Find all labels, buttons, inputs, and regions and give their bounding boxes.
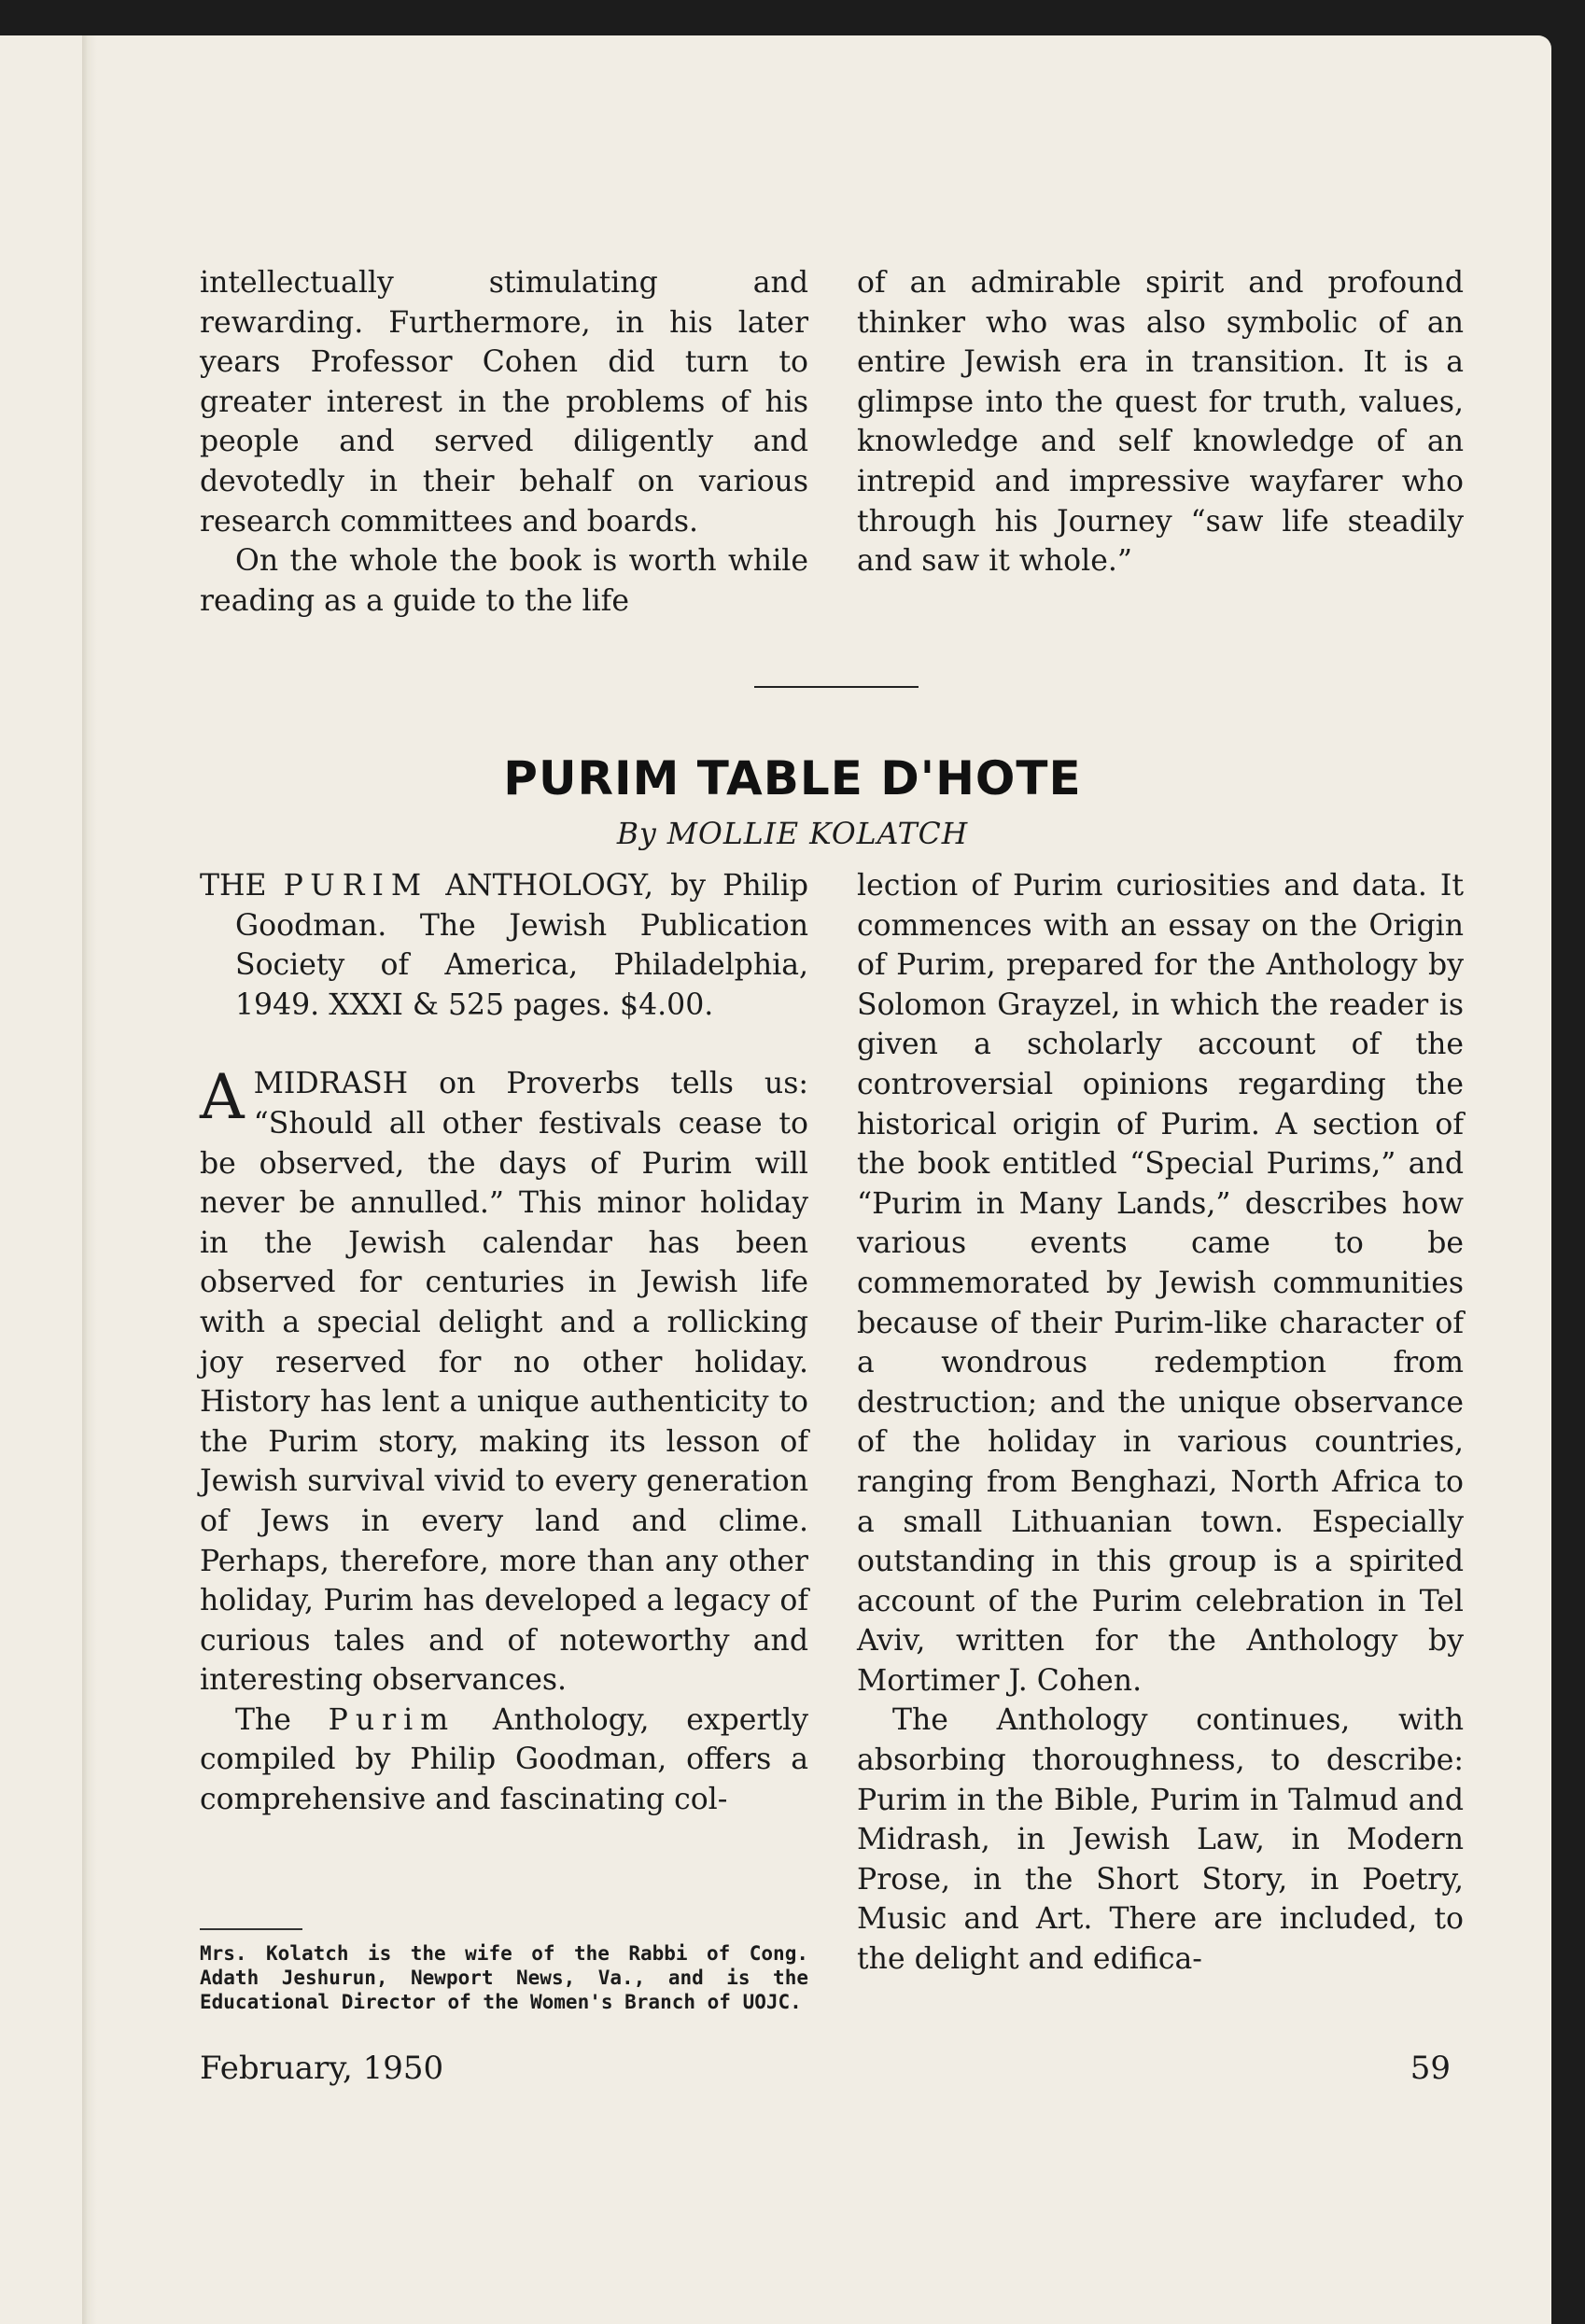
top-left-para-1: intellectually stimulating and rewarding. Furthermore, in his later years Professor Cohen did turn to greater interest in the problems of his people and served diligently and devotedly in their behalf on various research committees and boards. bbox=[200, 266, 808, 539]
citation-title-spaced: PURIM bbox=[283, 869, 429, 903]
top-right-para-1: of an admirable spirit and profound thinker who was also symbolic of an entire Jewish era in transition. It is a glimpse into the quest for truth, values, knowledge and self knowledge of an intrepid and impressive wayfarer who through his Journey “saw life steadily and saw it whole.” bbox=[857, 266, 1464, 579]
article-left-column bbox=[200, 866, 808, 1820]
article-para-1 bbox=[200, 1061, 808, 1701]
article-right-column bbox=[857, 866, 1464, 1980]
para-2-rest: Anthology, expertly compiled by Philip Goodman, offers a comprehensive and fascinating col- bbox=[200, 1702, 809, 1817]
article-right-para-2: The Anthology continues, with absorbing thoroughness, to describe: Purim in the Bible, Purim in Talmud and Midrash, in Jewish Law, in Modern Prose, in the Short Story, in Poetry, Music and Art. There are included, to the delight and edifica- bbox=[857, 1703, 1464, 1977]
footer-date: February, 1950 bbox=[200, 2050, 444, 2087]
top-left-para-2: On the whole the book is worth while reading as a guide to the life bbox=[200, 544, 808, 618]
para-2-lead: The bbox=[235, 1702, 291, 1737]
article-byline: By MOLLIE KOLATCH bbox=[616, 818, 969, 851]
book-citation bbox=[200, 866, 808, 1025]
article-right-para-1: lection of Purim curiosities and data. It commences with an essay on the Origin of Purim, prepared for the Anthology by Solomon Grayzel, in which the reader is given a scholarly account of the controversial opinions regarding the historical origin of Purim. A section of the book entitled “Special Purims,” and “Purim in Many Lands,” describes how various events came to be commemorated by Jewish communities because of their Purim-like character of a wondrous redemption from destruction; and the unique observance of the holiday in various countries, ranging from Benghazi, North Africa to a small Lithuanian town. Especially outstanding in this group is a spirited account of the Purim celebration in Tel Aviv, written for the Anthology by Mortimer J. Cohen. bbox=[857, 869, 1464, 1698]
citation-rest: ANTHOLOGY, by Philip Goodman. The Jewish Publication Society of America, Philadelphia, 1949. XXXI & 525 pages. $4.00. bbox=[235, 869, 809, 1022]
page-number: 59 bbox=[1410, 2050, 1451, 2087]
article-para-2 bbox=[200, 1701, 808, 1820]
article-title: PURIM TABLE D'HOTE bbox=[503, 751, 1082, 805]
para-2-spaced: Purim bbox=[328, 1702, 456, 1737]
footnote-rule bbox=[200, 1928, 302, 1930]
citation-lead: THE bbox=[200, 869, 267, 903]
section-divider bbox=[754, 686, 919, 688]
drop-cap: A bbox=[200, 1061, 245, 1134]
top-right-column bbox=[857, 263, 1464, 581]
author-footnote: Mrs. Kolatch is the wife of the Rabbi of Cong. Adath Jeshurun, Newport News, Va., and is the Educational Director of the Women's Branch of UOJC. bbox=[200, 1942, 808, 2013]
book-gutter bbox=[82, 35, 97, 2324]
article-para-1-text: MIDRASH on Proverbs tells us: “Should all other festivals cease to be observed, the days of Purim will never be annulled.” This minor holiday in the Jewish calendar has been observed for centuries in Jewish life with a special delight and a rollicking joy reserved for no other holiday. History has lent a unique authenticity to the Purim story, making its lesson of Jewish survival vivid to every generation of Jews in every land and clime. Perhaps, therefore, more than any other holiday, Purim has developed a legacy of curious tales and of noteworthy and interesting observances. bbox=[200, 1067, 808, 1698]
top-left-column bbox=[200, 263, 808, 621]
